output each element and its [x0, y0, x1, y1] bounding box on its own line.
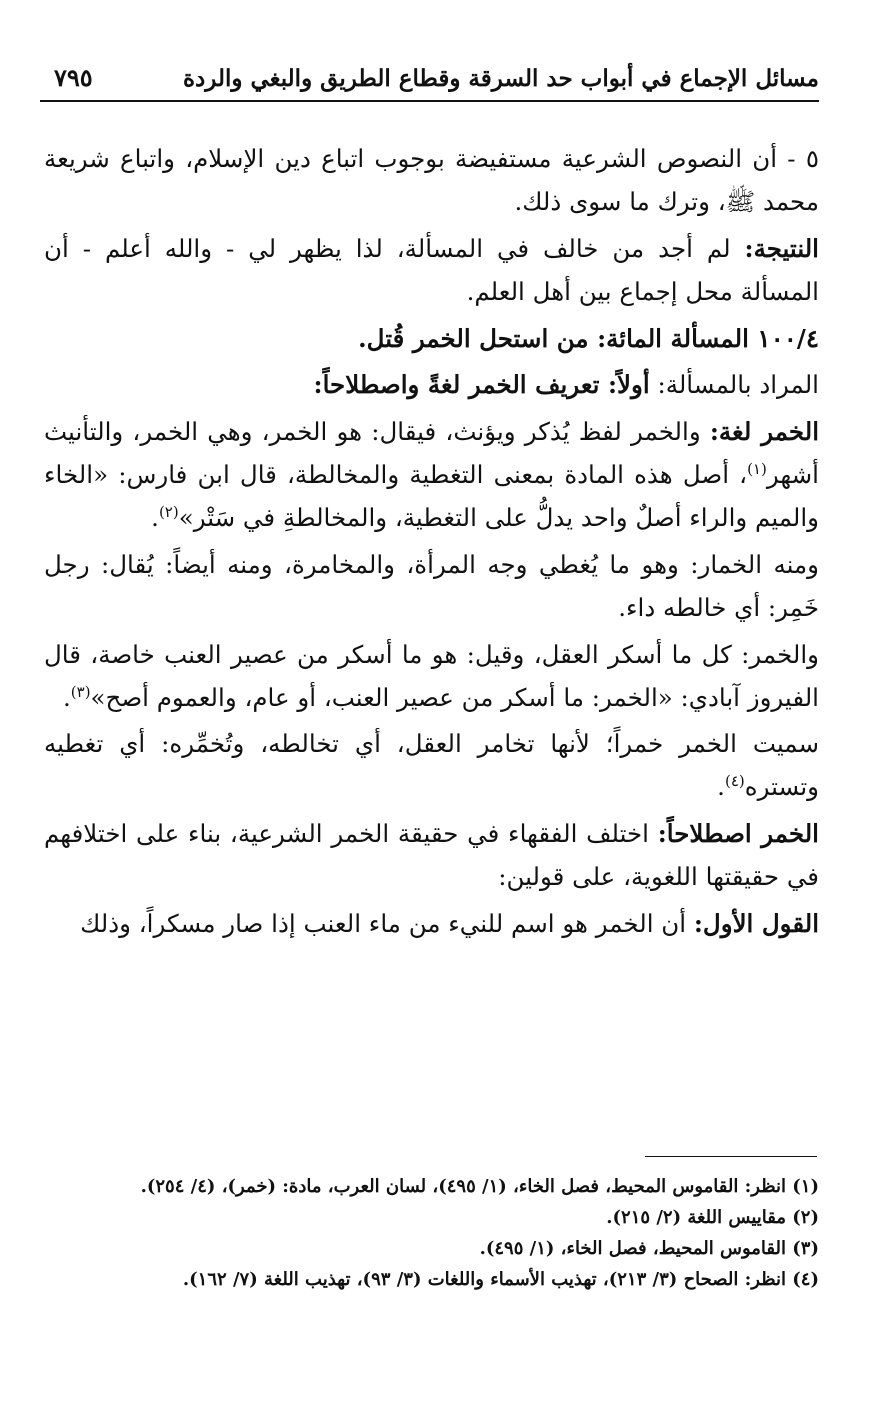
result-label: النتيجة: — [744, 233, 819, 263]
footnote-ref-4[interactable]: (٤) — [724, 772, 745, 791]
technical-label: الخمر اصطلاحاً: — [657, 819, 819, 849]
footnote-ref-2[interactable]: (٢) — [158, 502, 179, 521]
first-opinion-text: أن الخمر هو اسم للنيء من ماء العنب إذا صار مسكراً، وذلك — [80, 908, 694, 938]
paragraph-point-5: ٥ - أن النصوص الشرعية مستفيضة بوجوب اتباع دين الإسلام، واتباع شريعة محمد ﷺ، وترك ما سوى ذلك. — [44, 144, 819, 216]
paragraph-intent — [44, 364, 819, 407]
page-header — [40, 58, 819, 102]
footnote-ref-1[interactable]: (١) — [747, 459, 767, 478]
main-text — [44, 138, 819, 950]
paragraph-technical — [44, 813, 819, 899]
footnote-2: (٢) مقاييس اللغة (٢/ ٢١٥). — [606, 1206, 819, 1228]
first-opinion-label: القول الأول: — [693, 908, 819, 938]
paragraph-naming — [44, 723, 819, 809]
linguistic-label: الخمر لغة: — [709, 417, 819, 447]
running-title: مسائل الإجماع في أبواب حد السرقة وقطاع الطريق والبغي والردة — [182, 65, 819, 92]
sentence-end: . — [717, 772, 725, 802]
technical-text: اختلف الفقهاء في حقيقة الخمر الشرعية، بناء على اختلافهم في حقيقتها اللغوية، على قولين: — [44, 819, 819, 891]
intent-label: المراد بالمسألة: — [649, 370, 819, 400]
paragraph-linguistic — [44, 411, 819, 540]
sentence-end: . — [151, 503, 159, 532]
sentence-end: . — [62, 682, 71, 712]
intent-heading: أولاً: تعريف الخمر لغةً واصطلاحاً: — [313, 370, 650, 400]
footnote-1: (١) انظر: القاموس المحيط، فصل الخاء، (١/ ٤٩٥)، لسان العرب، مادة: (خمر)، (٤/ ٢٥٤). — [140, 1176, 819, 1197]
paragraph-first-opinion — [44, 903, 819, 946]
footnote-separator — [645, 1156, 817, 1157]
definition-text: والخمر: كل ما أسكر العقل، وقيل: هو ما أسكر من عصير العنب خاصة، قال الفيروز آبادي: «الخمر: ما أسكر من عصير العنب، أو عام، والعموم أصح» — [44, 639, 819, 712]
footnotes — [44, 1172, 819, 1296]
footnote-3: (٣) القاموس المحيط، فصل الخاء، (١/ ٤٩٥). — [479, 1237, 819, 1259]
linguistic-text-2: ، أصل هذه المادة بمعنى التغطية والمخالطة، قال ابن فارس: «الخاء والميم والراء أصلٌ واحد يدلُّ على التغطية، والمخالطةِ في سَتْر» — [44, 460, 819, 532]
footnote-4: (٤) انظر: الصحاح (٣/ ٢١٣)، تهذيب الأسماء واللغات (٣/ ٩٣)، تهذيب اللغة (٧/ ١٦٢). — [182, 1268, 819, 1290]
paragraph-result — [44, 228, 819, 314]
paragraph-khimar: ومنه الخمار: وهو ما يُغطي وجه المرأة، والمخامرة، ومنه أيضاً: يُقال: رجل خَمِر: أي خالطه داء. — [44, 549, 819, 622]
issue-heading: ١٠٠/٤ المسألة المائة: من استحل الخمر قُتل. — [358, 323, 819, 353]
naming-text: سميت الخمر خمراً؛ لأنها تخامر العقل، أي تخالطه، وتُخمِّره: أي تغطيه وتستره — [44, 729, 819, 802]
result-text: لم أجد من خالف في المسألة، لذا يظهر لي - والله أعلم - أن المسألة محل إجماع بين أهل العلم. — [44, 233, 819, 306]
footnote-ref-3[interactable]: (٣) — [70, 682, 91, 701]
linguistic-text: والخمر لفظ يُذكر ويؤنث، فيقال: هو الخمر، وهي الخمر، والتأنيث أشهر — [44, 417, 819, 490]
page-number: ٧٩٥ — [54, 63, 93, 92]
paragraph-definition — [44, 634, 819, 720]
